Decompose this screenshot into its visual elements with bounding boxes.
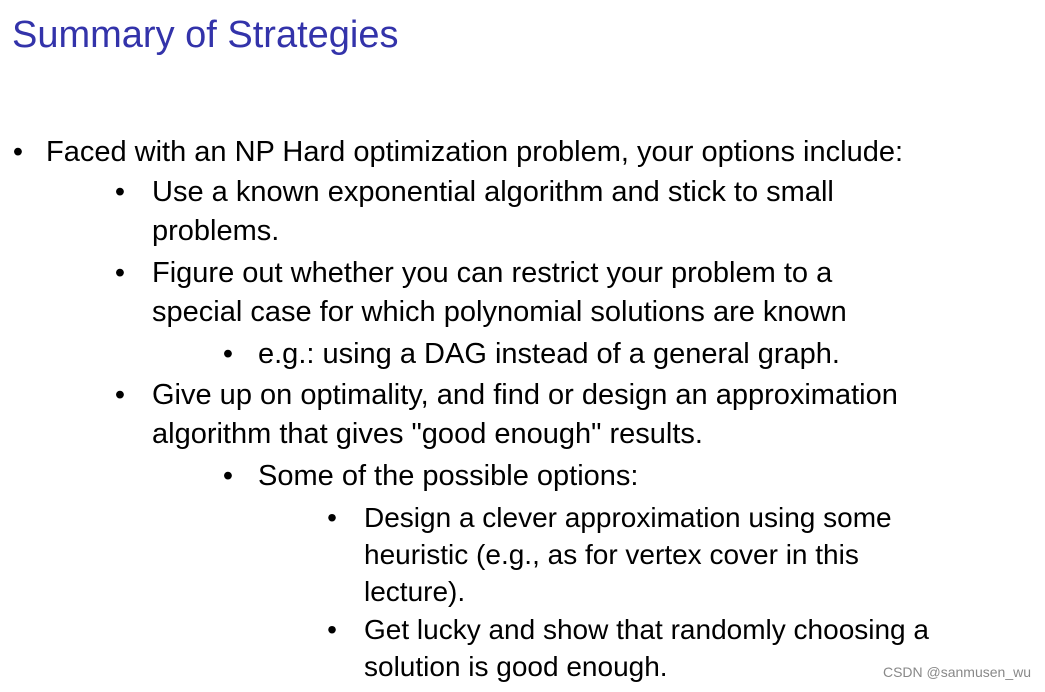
bullet-item-dag bbox=[222, 335, 998, 374]
item-line: Some of the possible options: bbox=[258, 460, 639, 492]
item-line: e.g.: using a DAG instead of a general graph. bbox=[258, 338, 840, 370]
bullet-icon: • bbox=[327, 614, 337, 645]
watermark: CSDN @sanmusen_wu bbox=[882, 664, 1031, 680]
bullet-item-np-hard bbox=[12, 133, 904, 172]
slide-title: Summary of Strategies bbox=[12, 14, 399, 56]
item-line: Figure out whether you can restrict your problem to a bbox=[152, 257, 833, 289]
bullet-icon: • bbox=[327, 502, 337, 533]
item-line: special case for which polynomial solutions are known bbox=[152, 296, 847, 328]
item-line: Faced with an NP Hard optimization problem, your options include: bbox=[46, 136, 904, 168]
bullet-icon: • bbox=[222, 338, 234, 370]
item-line: algorithm that gives "good enough" results. bbox=[152, 418, 703, 450]
item-line: Design a clever approximation using some bbox=[364, 502, 892, 533]
item-line: Give up on optimality, and find or design an approximation bbox=[152, 379, 898, 411]
bullet-item-heuristic bbox=[327, 499, 1004, 610]
item-line: Get lucky and show that randomly choosing a bbox=[364, 614, 929, 645]
bullet-icon: • bbox=[12, 136, 24, 168]
bullet-icon: • bbox=[222, 460, 234, 492]
bullet-icon: • bbox=[114, 379, 126, 411]
item-line: heuristic (e.g., as for vertex cover in this bbox=[364, 539, 859, 570]
item-line: Use a known exponential algorithm and stick to small bbox=[152, 176, 834, 208]
bullet-item-exponential bbox=[114, 173, 952, 251]
bullet-icon: • bbox=[114, 257, 126, 289]
item-line: lecture). bbox=[364, 576, 466, 607]
bullet-icon: • bbox=[114, 176, 126, 208]
bullet-item-approximation bbox=[114, 376, 952, 454]
item-line: problems. bbox=[152, 215, 280, 247]
item-line: solution is good enough. bbox=[364, 651, 668, 682]
bullet-item-possible-options bbox=[222, 457, 998, 496]
bullet-item-special-case bbox=[114, 254, 952, 332]
